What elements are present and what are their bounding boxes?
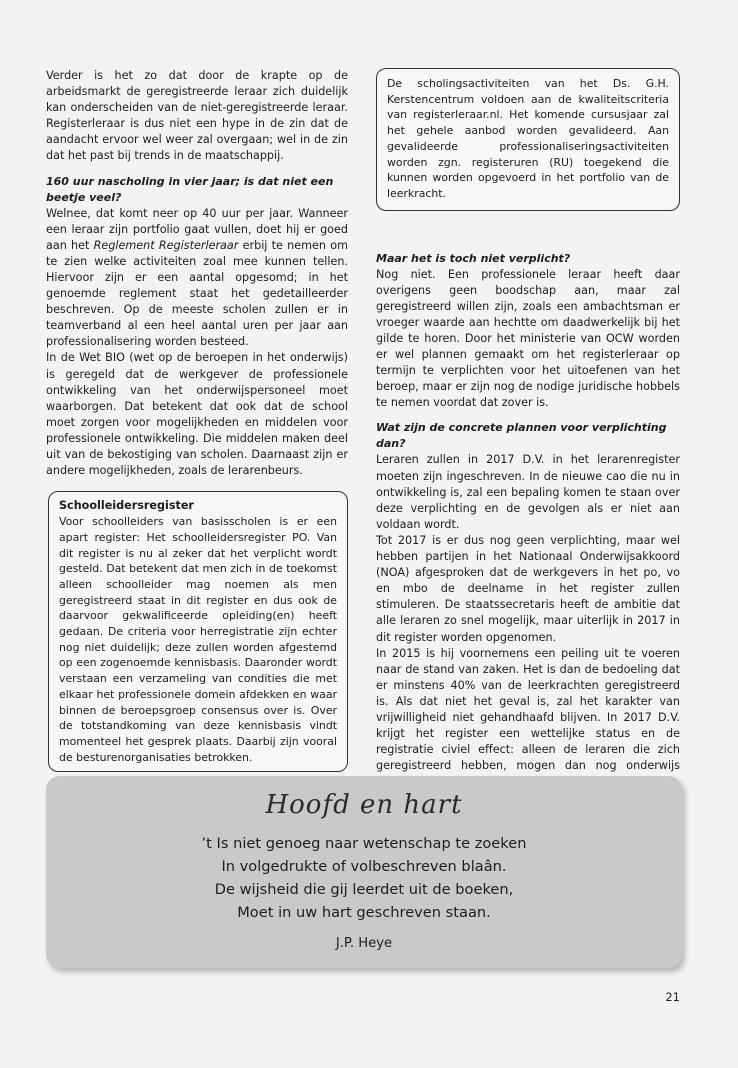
reglement-emphasis: Reglement Registerleraar xyxy=(93,238,239,252)
left-column xyxy=(46,68,348,772)
quote-line: De wijsheid die gij leerdet uit de boeken, xyxy=(214,881,514,898)
scholingsactiviteiten-box xyxy=(376,68,680,211)
quote-author: J.P. Heye xyxy=(335,936,393,951)
page-number: 21 xyxy=(665,990,680,1004)
section-heading-plannen: Wat zijn de concrete plannen voor verplichting dan? xyxy=(376,421,667,451)
quote-title: Hoofd en hart xyxy=(265,790,463,820)
intro-paragraph: Verder is het zo dat door de krapte op de arbeidsmarkt de geregistreerde leraar zich duidelijk kan onderscheiden van de niet-geregistreerde leraar. Registerleraar is dus niet een hype in de zin dat de aandacht ervoor wel weer zal overgaan; wel in de zin dat het past bij trends in de maatschappij. xyxy=(46,69,348,163)
section-heading-verplicht: Maar het is toch niet verplicht? xyxy=(376,251,571,265)
plannen-paragraph-1: Leraren zullen in 2017 D.V. in het lerarenregister moeten zijn ingeschreven. In de nieuwe cao die nu in ontwikkeling is, zal een bepaling komen te staan over deze verplichting en de gevolgen als er niet aan voldaan wordt. xyxy=(376,453,680,531)
box-text: Voor schoolleiders van basisscholen is er een apart register: Het schoolleidersregister PO. Van dit register is nu al zeker dat het verplicht wordt gesteld. Dat betekent dat men zich in de toekomst alleen schoolleider mag noemen als men geregistreerd staat in dit register en dus ook de daarvoor gekwalificeerde opleiding(en) heeft gedaan. De criteria voor herregistratie zijn echter nog niet duidelijk; deze zullen worden afgestemd op een zogenoemde kennisbasis. Daaronder wordt verstaan een verzameling van condities die met elkaar het professionele domein afdekken en waar binnen de beroepsgroep consensus over is. Over de totstandkoming van deze kennisbasis vindt momenteel het gesprek plaats. Daarbij zijn vooral de besturenorganisaties betrokken. xyxy=(59,515,337,764)
verplicht-paragraph: Nog niet. Een professionele leraar heeft daar overigens geen boodschap aan, maar zal geregistreerd willen zijn, zoals een ambachtsman er vroeger waarde aan hechtte om daadwerkelijk bij het gilde te horen. Door het ministerie van OCW worden er wel plannen gemaakt om het registerleraar op termijn te verplichten voor het uitoefenen van het beroep, maar er zijn nog de nodige juridische hobbels te nemen voordat dat zover is. xyxy=(376,267,680,410)
quote-lines xyxy=(46,832,682,924)
section-heading-nascholing: 160 uur nascholing in vier jaar; is dat niet een beetje veel? xyxy=(46,174,334,204)
quote-panel xyxy=(46,776,682,968)
quote-line: ’t Is niet genoeg naar wetenschap te zoeken xyxy=(201,835,527,852)
plannen-paragraph-2: Tot 2017 is er dus nog geen verplichting, maar wel hebben partijen in het Nationaal Onderwijsakkoord (NOA) afgesproken dat de werkgevers in het po, vo en mbo de deelname in het register zullen stimuleren. De staatssecretaris heeft de ambitie dat alle leraren zo snel mogelijk, maar uiterlijk in 2017 in dit register worden opgenomen. xyxy=(376,533,680,644)
quote-line: Moet in uw hart geschreven staan. xyxy=(237,904,491,921)
wet-bio-paragraph: In de Wet BIO (wet op de beroepen in het onderwijs) is geregeld dat de werkgever de professionele ontwikkeling van het onderwijspersoneel moet waarborgen. Dat betekent dat ook dat de school moet zorgen voor mogelijkheden en middelen voor professionele ontwikkeling. Die middelen maken deel uit van de bekostiging van scholen. Daarnaast zijn er andere mogelijkheden, zoals de lerarenbeurs. xyxy=(46,351,348,478)
nascholing-text-before: Welnee, dat komt neer op 40 uur per jaar. Wanneer een leraar zijn portfolio gaat vullen, doet hij er goed aan het xyxy=(46,206,348,252)
box-title: Schoolleidersregister xyxy=(59,499,194,513)
nascholing-paragraph xyxy=(46,206,348,351)
quote-line: In volgedrukte of volbeschreven blaân. xyxy=(221,858,507,875)
plannen-paragraph-3: In 2015 is hij voornemens een peiling uit te voeren naar de stand van zaken. Het is dan de bedoeling dat er minstens 40% van de leerkrachten geregistreerd is. Als dat niet het geval is, zal het karakter van vrijwilligheid niet gehandhaafd blijven. In 2017 D.V. krijgt het register een wettelijke status en de registratie civiel effect: alleen de leraren die zich geregistreerd hebben, mogen dan nog onderwijs xyxy=(376,646,680,773)
box-text: De scholingsactiviteiten van het Ds. G.H. Kerstencentrum voldoen aan de kwaliteitscriteria van registerleraar.nl. Het komende cursusjaar zal het gehele aanbod worden gevalideerd. Aan gevalideerde professionaliseringsactiviteiten worden zgn. registeruren (RU) toegekend die kunnen worden opgevoerd in het portfolio van de leerkracht. xyxy=(387,77,669,200)
nascholing-text-after: erbij te nemen om te zien welke activiteiten zoal mee kunnen tellen. Hiervoor zijn er een aantal opgesomd; in het genoemde reglement staat het gedetailleerder beschreven. Op de meeste scholen zullen er in teamverband al een heel aantal uren per jaar aan professionalisering worden besteed. xyxy=(46,238,348,349)
schoolleidersregister-box xyxy=(48,491,348,772)
right-column xyxy=(376,68,680,790)
